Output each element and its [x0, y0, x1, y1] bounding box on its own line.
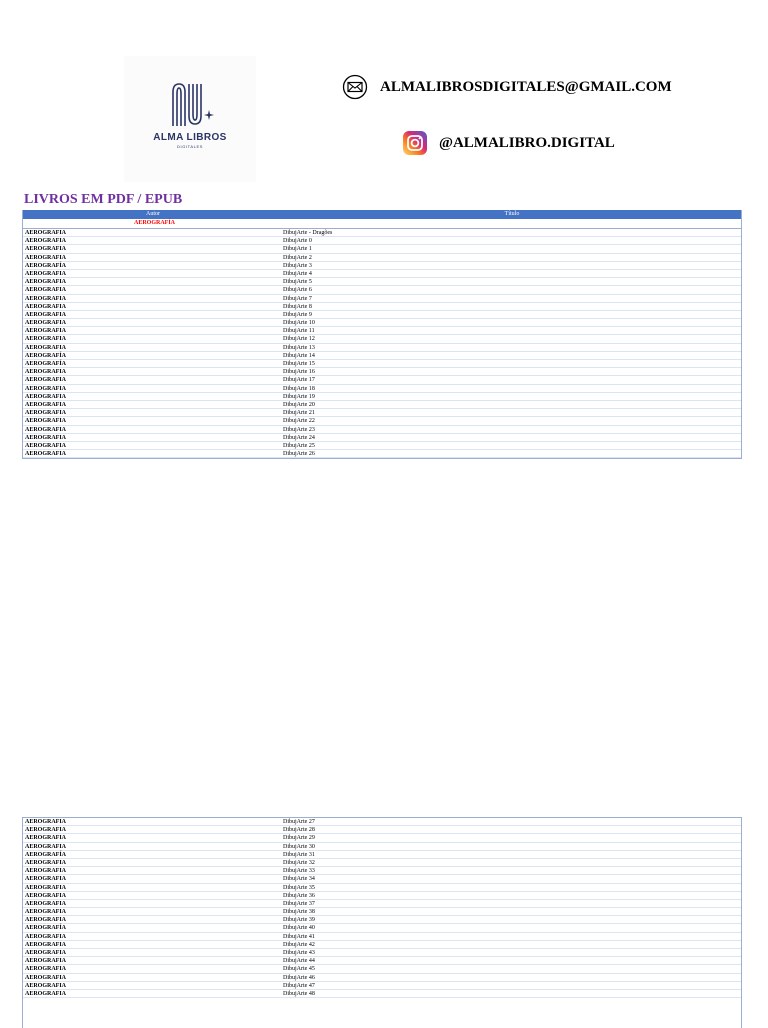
title-cell: DibujArte 24: [283, 434, 315, 441]
author-cell: AEROGRAFIA: [25, 933, 67, 940]
title-cell: DibujArte 34: [283, 876, 315, 883]
table-row: [23, 295, 741, 303]
author-cell: AEROGRAFIA: [25, 238, 67, 245]
author-cell: AEROGRAFIA: [25, 442, 67, 449]
title-cell: DibujArte 25: [283, 442, 315, 449]
author-cell: AEROGRAFIA: [25, 990, 67, 997]
author-cell: AEROGRAFIA: [25, 401, 67, 408]
title-cell: DibujArte 9: [283, 311, 312, 318]
author-cell: AEROGRAFIA: [25, 303, 67, 310]
title-cell: DibujArte 16: [283, 369, 315, 376]
column-header-author: Autor: [146, 211, 160, 217]
table-row: [23, 319, 741, 327]
table-row: [23, 826, 741, 834]
brand-subtitle: DIGITALES: [177, 144, 203, 149]
instagram-handle[interactable]: @ALMALIBRO.DIGITAL: [439, 134, 615, 151]
title-cell: DibujArte 42: [283, 941, 315, 948]
title-cell: DibujArte 40: [283, 925, 315, 932]
title-cell: DibujArte 41: [283, 933, 315, 940]
author-cell: AEROGRAFIA: [25, 410, 67, 417]
table-row: [23, 417, 741, 425]
instagram-icon: [403, 131, 427, 155]
title-cell: DibujArte 38: [283, 909, 315, 916]
table-row: [23, 245, 741, 253]
group-label: AEROGRAFÍA: [23, 219, 741, 229]
author-cell: AEROGRAFIA: [25, 434, 67, 441]
email-contact[interactable]: [342, 74, 672, 100]
title-cell: DibujArte 19: [283, 393, 315, 400]
author-cell: AEROGRAFIA: [25, 819, 67, 825]
table-row: [23, 908, 741, 916]
table-row: [23, 434, 741, 442]
table-row: [23, 311, 741, 319]
title-cell: DibujArte 18: [283, 385, 315, 392]
table-row: [23, 949, 741, 957]
title-cell: DibujArte 17: [283, 377, 315, 384]
table-row: [23, 867, 741, 875]
title-cell: DibujArte 14: [283, 352, 315, 359]
title-cell: DibujArte 22: [283, 418, 315, 425]
author-cell: AEROGRAFIA: [25, 892, 67, 899]
author-cell: AEROGRAFIA: [25, 246, 67, 253]
author-cell: AEROGRAFIA: [25, 958, 67, 965]
title-cell: DibujArte 13: [283, 344, 315, 351]
author-cell: AEROGRAFIA: [25, 982, 67, 989]
author-cell: AEROGRAFIA: [25, 868, 67, 875]
author-cell: AEROGRAFIA: [25, 270, 67, 277]
table-row: [23, 974, 741, 982]
book-table: [22, 210, 742, 459]
table-body: [23, 229, 741, 458]
table-row: [23, 965, 741, 973]
author-cell: AEROGRAFIA: [25, 843, 67, 850]
author-cell: AEROGRAFIA: [25, 859, 67, 866]
table-row: [23, 409, 741, 417]
table-row: [23, 344, 741, 352]
table-row: [23, 278, 741, 286]
author-cell: AEROGRAFIA: [25, 393, 67, 400]
author-cell: AEROGRAFIA: [25, 909, 67, 916]
title-cell: DibujArte 6: [283, 287, 312, 294]
title-cell: DibujArte 30: [283, 843, 315, 850]
author-cell: AEROGRAFIA: [25, 418, 67, 425]
author-cell: AEROGRAFIA: [25, 966, 67, 973]
table-row: [23, 335, 741, 343]
author-cell: AEROGRAFIA: [25, 917, 67, 924]
author-cell: AEROGRAFÍA: [25, 262, 67, 269]
title-cell: DibujArte 5: [283, 279, 312, 286]
table-row: [23, 924, 741, 932]
author-cell: AEROGRAFIA: [25, 369, 67, 376]
author-cell: AEROGRAFIA: [25, 950, 67, 956]
table-row: [23, 450, 741, 458]
table-row: [23, 270, 741, 278]
table-row: [23, 401, 741, 409]
table-row: [23, 360, 741, 368]
author-cell: AEROGRAFÍA: [25, 851, 67, 858]
author-cell: AEROGRAFIA: [25, 344, 67, 351]
title-cell: DibujArte 31: [283, 851, 315, 858]
title-cell: DibujArte 28: [283, 827, 315, 834]
table-row: [23, 229, 741, 237]
author-cell: AEROGRAFIA: [25, 426, 67, 433]
title-cell: DibujArte 32: [283, 859, 315, 866]
title-cell: DibujArte 46: [283, 974, 315, 981]
author-cell: AEROGRAFIA: [25, 320, 67, 327]
instagram-contact[interactable]: [403, 131, 615, 155]
author-cell: AEROGRAFIA: [25, 311, 67, 318]
title-cell: DibujArte 44: [283, 958, 315, 965]
author-cell: AEROGRAFÍA: [25, 361, 67, 367]
table-row: [23, 286, 741, 294]
author-cell: AEROGRAFIA: [25, 835, 67, 842]
title-cell: DibujArte 23: [283, 426, 315, 433]
author-cell: AEROGRAFIA: [25, 385, 67, 392]
title-cell: DibujArte 4: [283, 270, 312, 277]
table-row: [23, 933, 741, 941]
table-row: [23, 900, 741, 908]
table-row: [23, 376, 741, 384]
author-cell: AEROGRAFIA: [25, 254, 67, 261]
table-row: [23, 957, 741, 965]
table-header: [23, 210, 741, 219]
title-cell: DibujArte 10: [283, 320, 315, 327]
title-cell: DibujArte 35: [283, 884, 315, 891]
title-cell: DibujArte 43: [283, 950, 315, 956]
table-row: [23, 393, 741, 401]
table-row: [23, 990, 741, 998]
table-body-continued: [23, 818, 741, 998]
brand-logo: [124, 56, 256, 182]
table-row: [23, 262, 741, 270]
author-cell: AEROGRAFIA: [25, 336, 67, 343]
title-cell: DibujArte 45: [283, 966, 315, 973]
table-row: [23, 875, 741, 883]
title-cell: DibujArte 47: [283, 982, 315, 989]
author-cell: AEROGRAFIA: [25, 974, 67, 981]
table-row: [23, 859, 741, 867]
book-table-continued: [22, 817, 742, 1028]
author-cell: AEROGRAFIA: [25, 230, 67, 236]
title-cell: DibujArte 39: [283, 917, 315, 924]
table-row: [23, 941, 741, 949]
title-cell: DibujArte 1: [283, 246, 312, 253]
column-header-title: Título: [504, 211, 520, 217]
title-cell: DibujArte 21: [283, 410, 315, 417]
author-cell: AEROGRAFIA: [25, 900, 67, 907]
brand-name: ALMA LIBROS: [153, 132, 227, 143]
title-cell: DibujArte 20: [283, 401, 315, 408]
author-cell: AEROGRAFIA: [25, 279, 67, 286]
title-cell: DibujArte 48: [283, 990, 315, 997]
table-row: [23, 982, 741, 990]
author-cell: AEROGRAFIA: [25, 287, 67, 294]
author-cell: AEROGRAFIA: [25, 941, 67, 948]
email-address[interactable]: ALMALIBROSDIGITALES@GMAIL.COM: [380, 78, 672, 95]
author-cell: AEROGRAFIA: [25, 328, 67, 335]
logo-mark-icon: [165, 80, 215, 128]
title-cell: DibujArte 3: [283, 262, 312, 269]
author-cell: AEROGRAFÍA: [25, 352, 67, 359]
title-cell: DibujArte 12: [283, 336, 315, 343]
table-row: [23, 884, 741, 892]
author-cell: AEROGRAFIA: [25, 884, 67, 891]
table-row: [23, 303, 741, 311]
title-cell: DibujArte 37: [283, 900, 315, 907]
table-row: [23, 254, 741, 262]
title-cell: DibujArte 2: [283, 254, 312, 261]
title-cell: DibujArte 11: [283, 328, 315, 335]
title-cell: DibujArte 15: [283, 361, 315, 367]
title-cell: DibujArte 29: [283, 835, 315, 842]
table-row: [23, 368, 741, 376]
table-row: [23, 442, 741, 450]
title-cell: DibujArte 26: [283, 451, 315, 458]
author-cell: AEROGRAFIA: [25, 295, 67, 302]
title-cell: DibujArte 8: [283, 303, 312, 310]
table-row: [23, 352, 741, 360]
envelope-icon: [342, 74, 368, 100]
title-cell: DibujArte - Dragões: [283, 230, 333, 236]
author-cell: AEROGRAFIA: [25, 451, 67, 458]
author-cell: AEROGRAFIA: [25, 827, 67, 834]
table-row: [23, 892, 741, 900]
table-row: [23, 843, 741, 851]
title-cell: DibujArte 0: [283, 238, 312, 245]
table-row: [23, 426, 741, 434]
table-row: [23, 851, 741, 859]
title-cell: DibujArte 33: [283, 868, 315, 875]
title-cell: DibujArte 27: [283, 819, 315, 825]
table-row: [23, 834, 741, 842]
author-cell: AEROGRAFIA: [25, 377, 67, 384]
title-cell: DibujArte 7: [283, 295, 312, 302]
title-cell: DibujArte 36: [283, 892, 315, 899]
table-row: [23, 385, 741, 393]
table-row: [23, 818, 741, 826]
page-title: LIVROS EM PDF / EPUB: [24, 192, 183, 207]
author-cell: AEROGRAFÍA: [25, 925, 67, 932]
author-cell: AEROGRAFIA: [25, 876, 67, 883]
table-row: [23, 327, 741, 335]
table-row: [23, 916, 741, 924]
table-row: [23, 237, 741, 245]
